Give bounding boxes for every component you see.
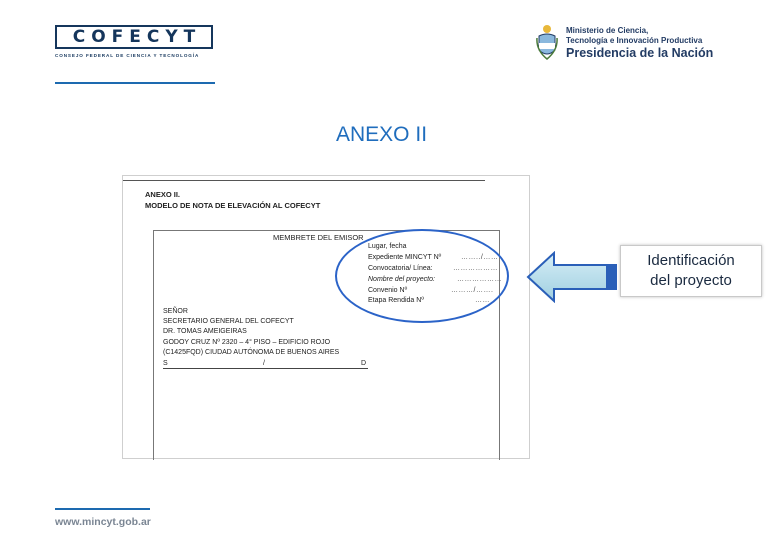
document-field-label: Nombre del proyecto: [368,276,435,283]
document-field-dots: ……………… [457,276,502,283]
document-field-dots: ……………… [453,265,498,272]
document-field-label: Expediente MINCYT Nº [368,254,442,261]
footer-url[interactable]: www.mincyt.gob.ar [55,516,151,528]
cofecyt-logo-word: COFECYT [72,27,202,47]
document-field-dots: …… [475,297,490,304]
callout-box [620,245,762,297]
cofecyt-logo-tagline: CONSEJO FEDERAL DE CIENCIA Y TECNOLOGÍA [55,53,200,58]
arrow-left-icon [526,251,618,303]
document-preview [122,175,530,459]
page-title: ANEXO II [336,123,428,146]
document-address-line: GODOY CRUZ Nº 2320 – 4° PISO – EDIFICIO ROJO [163,339,331,346]
document-signature-d: D [361,360,367,367]
callout-line1: Identificación [647,252,735,269]
footer-divider [55,508,150,510]
document-field-dots: ………/……. [451,287,494,294]
document-address-line: SECRETARIO GENERAL DEL COFECYT [163,318,294,325]
document-address-line: DR. TOMAS AMEIGEIRAS [163,328,247,335]
highlight-ellipse [335,229,509,323]
cofecyt-logo [55,25,215,65]
document-field-label: Convocatoria/ Línea: [368,265,433,272]
ministerio-line3: Presidencia de la Nación [566,46,714,60]
document-field-dots: ……../…… [461,254,499,261]
document-subheading: MODELO DE NOTA DE ELEVACIÓN AL COFECYT [145,201,321,210]
escudo-icon [536,24,558,60]
document-signature-rule [163,368,368,369]
document-signature-s: S [163,360,168,367]
document-signature-slash: / [263,360,265,367]
header-divider [55,82,215,84]
ministerio-logo [536,24,746,64]
document-address-line: SEÑOR [163,308,188,315]
document-address-line: (C1425FQD) CIUDAD AUTÓNOMA DE BUENOS AIRES [163,349,340,356]
ministerio-line1: Ministerio de Ciencia, [566,26,649,35]
ministerio-line2: Tecnología e Innovación Productiva [566,36,703,45]
document-field-label: Lugar, fecha [368,243,407,250]
document-field-label: Convenio Nº [368,287,408,294]
callout-line2: del proyecto [650,272,732,289]
document-top-rule [123,180,485,181]
document-membrete: MEMBRETE DEL EMISOR [273,233,364,242]
document-heading: ANEXO II. [145,190,181,199]
cofecyt-logo-box [55,25,213,49]
document-field-label: Etapa Rendida Nº [368,297,424,304]
